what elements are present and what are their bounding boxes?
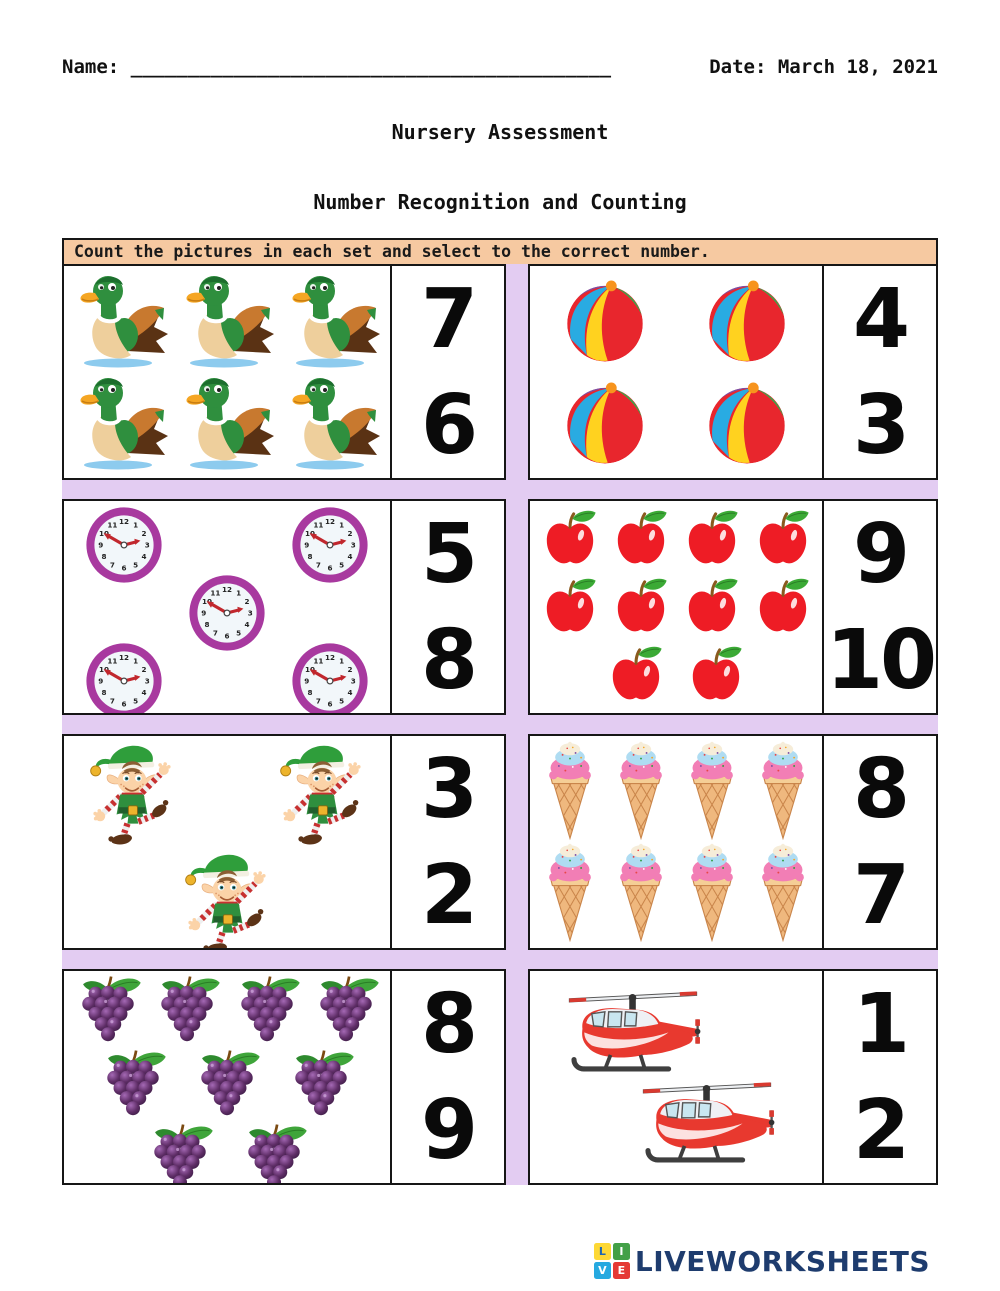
number-option-bottom[interactable]: 10 bbox=[825, 612, 935, 708]
question-cell-ducks bbox=[62, 264, 506, 480]
footer bbox=[62, 1243, 938, 1279]
question-cell-ice-cream-cones bbox=[528, 734, 938, 950]
logo-tile-V: V bbox=[594, 1262, 611, 1279]
picture-row bbox=[534, 842, 818, 944]
grapes-icon bbox=[282, 1049, 360, 1123]
picture-row bbox=[534, 1071, 818, 1174]
number-option-bottom[interactable]: 2 bbox=[852, 1082, 908, 1178]
beachball-icon bbox=[560, 276, 650, 366]
picture-set bbox=[530, 736, 822, 948]
icecream-icon bbox=[755, 842, 811, 944]
duck-icon bbox=[281, 271, 385, 371]
number-option-top[interactable]: 4 bbox=[852, 271, 908, 367]
name-block bbox=[62, 56, 611, 78]
duck-icon bbox=[281, 373, 385, 473]
number-option-bottom[interactable]: 7 bbox=[852, 847, 908, 943]
picture-row bbox=[534, 980, 818, 1083]
liveworksheets-logo-icon bbox=[594, 1243, 630, 1279]
elf-icon bbox=[82, 740, 182, 849]
number-option-top[interactable]: 8 bbox=[852, 741, 908, 837]
page-subtitle: Number Recognition and Counting bbox=[313, 190, 687, 214]
number-options bbox=[822, 266, 936, 478]
picture-set bbox=[64, 501, 390, 713]
logo-tile-L: L bbox=[594, 1243, 611, 1260]
picture-row bbox=[68, 1123, 386, 1183]
grapes-icon bbox=[141, 1123, 219, 1183]
icecream-icon bbox=[613, 740, 669, 842]
name-label: Name: bbox=[62, 56, 120, 78]
question-cell-clocks bbox=[62, 499, 506, 715]
number-option-top[interactable]: 7 bbox=[420, 271, 476, 367]
picture-row bbox=[534, 509, 818, 570]
number-options bbox=[822, 501, 936, 713]
question-cell-grape-bunches bbox=[62, 969, 506, 1185]
picture-row bbox=[534, 577, 818, 638]
icecream-icon bbox=[542, 740, 598, 842]
beachball-icon bbox=[560, 378, 650, 468]
icecream-icon bbox=[542, 842, 598, 944]
picture-set bbox=[64, 971, 390, 1183]
apple-icon bbox=[680, 509, 744, 570]
apple-icon bbox=[684, 645, 748, 706]
clock-icon bbox=[84, 641, 164, 713]
duck-icon bbox=[175, 373, 279, 473]
icecream-icon bbox=[613, 842, 669, 944]
number-options bbox=[390, 971, 504, 1183]
grapes-icon bbox=[148, 975, 226, 1049]
beachball-icon bbox=[702, 276, 792, 366]
page-title: Nursery Assessment bbox=[391, 120, 609, 144]
picture-row bbox=[534, 378, 818, 468]
number-options bbox=[822, 971, 936, 1183]
picture-row bbox=[68, 975, 386, 1049]
number-option-top[interactable]: 9 bbox=[852, 506, 908, 602]
number-options bbox=[390, 736, 504, 948]
name-blank-line: __________________________________________ bbox=[130, 56, 612, 78]
worksheet-row bbox=[62, 264, 938, 480]
apple-icon bbox=[609, 509, 673, 570]
duck-icon bbox=[69, 373, 173, 473]
instruction-bar: Count the pictures in each set and select to the correct number. bbox=[62, 238, 938, 266]
picture-row bbox=[534, 276, 818, 366]
date-block bbox=[709, 56, 938, 78]
grapes-icon bbox=[307, 975, 385, 1049]
number-option-top[interactable]: 1 bbox=[852, 976, 908, 1072]
picture-set bbox=[64, 736, 390, 948]
question-cell-beach-balls bbox=[528, 264, 938, 480]
clock-icon bbox=[290, 641, 370, 713]
apple-icon bbox=[538, 577, 602, 638]
worksheet-grid bbox=[62, 264, 938, 1185]
icecream-icon bbox=[684, 740, 740, 842]
grapes-icon bbox=[69, 975, 147, 1049]
question-cell-elves bbox=[62, 734, 506, 950]
number-options bbox=[822, 736, 936, 948]
picture-row bbox=[534, 740, 818, 842]
helicopter-icon bbox=[632, 1071, 782, 1174]
picture-row bbox=[68, 740, 386, 849]
picture-set bbox=[530, 971, 822, 1183]
apple-icon bbox=[609, 577, 673, 638]
picture-set bbox=[530, 266, 822, 478]
grapes-icon bbox=[188, 1049, 266, 1123]
number-option-top[interactable]: 5 bbox=[420, 506, 476, 602]
apple-icon bbox=[751, 577, 815, 638]
number-option-bottom[interactable]: 3 bbox=[852, 377, 908, 473]
number-option-bottom[interactable]: 8 bbox=[420, 612, 476, 708]
worksheet-row bbox=[62, 499, 938, 715]
number-option-top[interactable]: 8 bbox=[420, 976, 476, 1072]
date-value: March 18, 2021 bbox=[777, 56, 938, 78]
number-option-bottom[interactable]: 2 bbox=[420, 847, 476, 943]
elf-icon bbox=[272, 740, 372, 849]
picture-row bbox=[68, 271, 386, 371]
question-cell-apples bbox=[528, 499, 938, 715]
picture-row bbox=[68, 373, 386, 473]
duck-icon bbox=[69, 271, 173, 371]
apple-icon bbox=[680, 577, 744, 638]
grapes-icon bbox=[235, 1123, 313, 1183]
icecream-icon bbox=[684, 842, 740, 944]
apple-icon bbox=[538, 509, 602, 570]
worksheet-row bbox=[62, 734, 938, 950]
duck-icon bbox=[175, 271, 279, 371]
number-option-bottom[interactable]: 6 bbox=[420, 377, 476, 473]
beachball-icon bbox=[702, 378, 792, 468]
question-cell-helicopters bbox=[528, 969, 938, 1185]
elf-icon bbox=[177, 849, 277, 948]
number-options bbox=[390, 266, 504, 478]
picture-set bbox=[530, 501, 822, 713]
number-option-bottom[interactable]: 9 bbox=[420, 1082, 476, 1178]
liveworksheets-logo-text: LIVEWORKSHEETS bbox=[634, 1244, 930, 1278]
icecream-icon bbox=[755, 740, 811, 842]
picture-row bbox=[534, 645, 818, 706]
worksheet-row bbox=[62, 969, 938, 1185]
logo-tile-E: E bbox=[613, 1262, 630, 1279]
helicopter-icon bbox=[558, 980, 708, 1083]
date-label: Date: bbox=[709, 56, 767, 78]
number-options bbox=[390, 501, 504, 713]
picture-row bbox=[68, 641, 386, 713]
picture-set bbox=[64, 266, 390, 478]
picture-row bbox=[68, 1049, 386, 1123]
header-row bbox=[62, 56, 938, 78]
grapes-icon bbox=[228, 975, 306, 1049]
apple-icon bbox=[751, 509, 815, 570]
number-option-top[interactable]: 3 bbox=[420, 741, 476, 837]
apple-icon bbox=[604, 645, 668, 706]
picture-row bbox=[68, 849, 386, 948]
logo-tile-I: I bbox=[613, 1243, 630, 1260]
grapes-icon bbox=[94, 1049, 172, 1123]
